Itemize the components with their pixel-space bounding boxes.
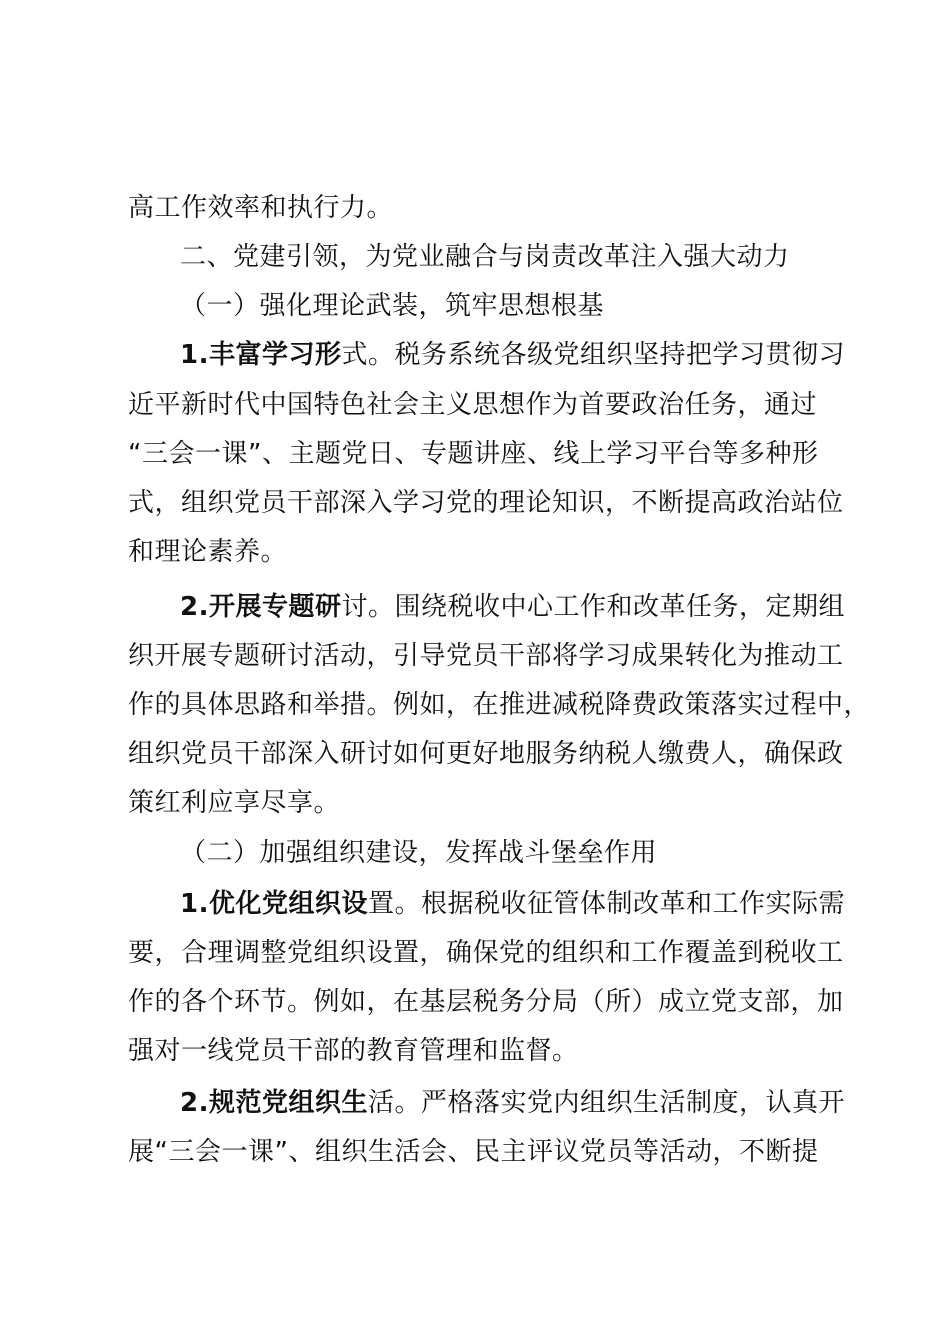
item-text: 式。税务系统各级党组织坚持把学习贯彻习: [341, 340, 845, 370]
item-text: 讨。围绕税收中心工作和改革任务，定期组: [341, 592, 845, 622]
paragraph-line: 展“三会一课”、组织生活会、民主评议党员等活动，不断提: [128, 1137, 819, 1167]
paragraph-line: 织开展专题研讨活动，引导党员干部将学习成果转化为推动工: [128, 641, 844, 671]
list-item-heading: [180, 340, 845, 370]
section-heading: 二、党建引领，为党业融合与岗责改革注入强大动力: [180, 242, 790, 272]
item-title: 2.规范党组织生: [180, 1088, 368, 1118]
item-title: 1.丰富学习形: [180, 340, 342, 370]
subsection-heading: （一）强化理论武装，筑牢思想根基: [180, 291, 605, 321]
paragraph-line: “三会一课”、主题党日、专题讲座、线上学习平台等多种形: [128, 439, 819, 469]
paragraph-line: 和理论素养。: [128, 537, 288, 567]
paragraph-line: 作的各个环节。例如，在基层税务分局（所）成立党支部，加: [128, 987, 844, 1017]
paragraph-line: 作的具体思路和举措。例如，在推进减税降费政策落实过程中，: [128, 690, 871, 720]
item-text: 置。根据税收征管体制改革和工作实际需: [367, 889, 845, 919]
item-title: 2.开展专题研: [180, 592, 342, 622]
paragraph-line: 组织党员干部深入研讨如何更好地服务纳税人缴费人，确保政: [128, 739, 844, 769]
list-item-heading: [180, 1088, 845, 1118]
paragraph-line: 策红利应享尽享。: [128, 788, 341, 818]
list-item-heading: [180, 889, 845, 919]
item-text: 活。严格落实党内组织生活制度，认真开: [367, 1088, 845, 1118]
item-title: 1.优化党组织设: [180, 889, 368, 919]
paragraph-line: 近平新时代中国特色社会主义思想作为首要政治任务，通过: [128, 390, 818, 420]
paragraph-line: 要，合理调整党组织设置，确保党的组织和工作覆盖到税收工: [128, 938, 844, 968]
subsection-heading: （二）加强组织建设，发挥战斗堡垒作用: [180, 838, 658, 868]
paragraph-line: 强对一线党员干部的教育管理和监督。: [128, 1036, 579, 1066]
paragraph-line: 式，组织党员干部深入学习党的理论知识，不断提高政治站位: [128, 488, 844, 518]
list-item-heading: [180, 592, 845, 622]
paragraph-line: 高工作效率和执行力。: [128, 193, 394, 223]
